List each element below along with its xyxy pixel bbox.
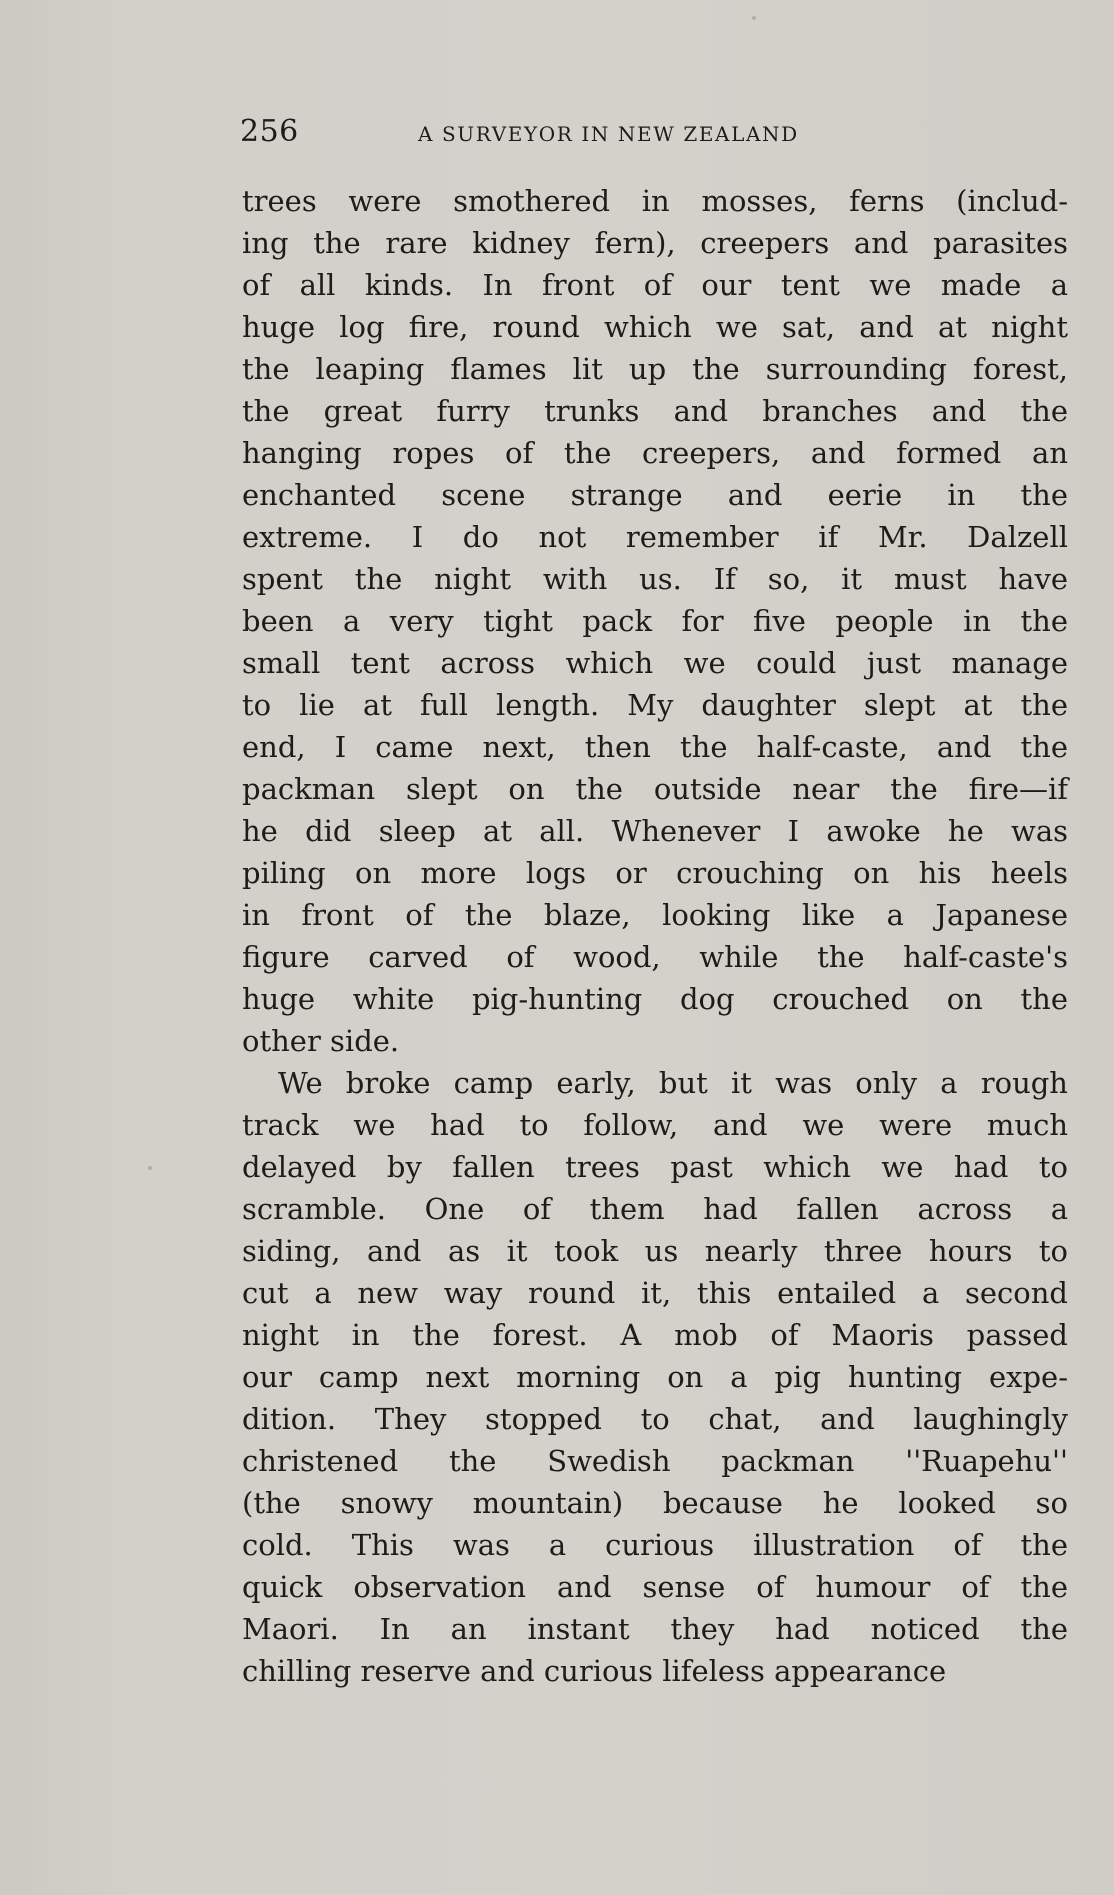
paragraph — [242, 1062, 1068, 1692]
text-line: small tent across which we could just manage — [242, 646, 1068, 680]
text-line: siding, and as it took us nearly three hours to — [242, 1234, 1068, 1268]
text-line: huge log fire, round which we sat, and at night — [242, 310, 1068, 344]
text-line: scramble. One of them had fallen across a — [242, 1192, 1068, 1226]
text-line: cold. This was a curious illustration of the — [242, 1528, 1068, 1562]
text-line: trees were smothered in mosses, ferns (includ- — [242, 184, 1068, 218]
text-line: huge white pig-hunting dog crouched on the — [242, 982, 1068, 1016]
text-line: chilling reserve and curious lifeless appearance — [242, 1654, 947, 1688]
page-number: 256 — [240, 114, 299, 149]
text-line: of all kinds. In front of our tent we made a — [242, 268, 1068, 302]
paragraph — [242, 180, 1068, 1062]
running-head: A SURVEYOR IN NEW ZEALAND — [418, 122, 799, 146]
text-line: other side. — [242, 1024, 400, 1058]
text-line: quick observation and sense of humour of the — [242, 1570, 1068, 1604]
text-line: piling on more logs or crouching on his heels — [242, 856, 1068, 890]
page-header — [240, 112, 1070, 156]
text-line: Maori. In an instant they had noticed the — [242, 1612, 1068, 1646]
text-line: dition. They stopped to chat, and laughingly — [242, 1402, 1068, 1436]
text-line: (the snowy mountain) because he looked so — [242, 1486, 1068, 1520]
text-line: cut a new way round it, this entailed a second — [242, 1276, 1068, 1310]
paper-speck — [148, 1166, 152, 1170]
text-line: extreme. I do not remember if Mr. Dalzell — [242, 520, 1068, 554]
text-line: night in the forest. A mob of Maoris passed — [242, 1318, 1068, 1352]
text-line: spent the night with us. If so, it must have — [242, 562, 1068, 596]
text-line: the leaping flames lit up the surrounding forest, — [242, 352, 1068, 386]
text-line: figure carved of wood, while the half-caste's — [242, 940, 1068, 974]
text-line: enchanted scene strange and eerie in the — [242, 478, 1068, 512]
text-line: hanging ropes of the creepers, and formed an — [242, 436, 1068, 470]
body-text — [242, 180, 1068, 1692]
text-line: delayed by fallen trees past which we had to — [242, 1150, 1068, 1184]
text-line: the great furry trunks and branches and the — [242, 394, 1068, 428]
text-line: he did sleep at all. Whenever I awoke he was — [242, 814, 1068, 848]
text-line: packman slept on the outside near the fire—if — [242, 772, 1068, 806]
text-line: our camp next morning on a pig hunting expe- — [242, 1360, 1068, 1394]
paper-speck — [752, 16, 756, 20]
text-line: track we had to follow, and we were much — [242, 1108, 1068, 1142]
text-line: christened the Swedish packman ''Ruapehu'' — [242, 1444, 1068, 1478]
text-line: to lie at full length. My daughter slept at the — [242, 688, 1068, 722]
text-line: been a very tight pack for five people in the — [242, 604, 1068, 638]
text-line: ing the rare kidney fern), creepers and parasites — [242, 226, 1068, 260]
text-line: end, I came next, then the half-caste, and the — [242, 730, 1068, 764]
text-line: in front of the blaze, looking like a Japanese — [242, 898, 1068, 932]
text-line: We broke camp early, but it was only a rough — [278, 1066, 1068, 1100]
